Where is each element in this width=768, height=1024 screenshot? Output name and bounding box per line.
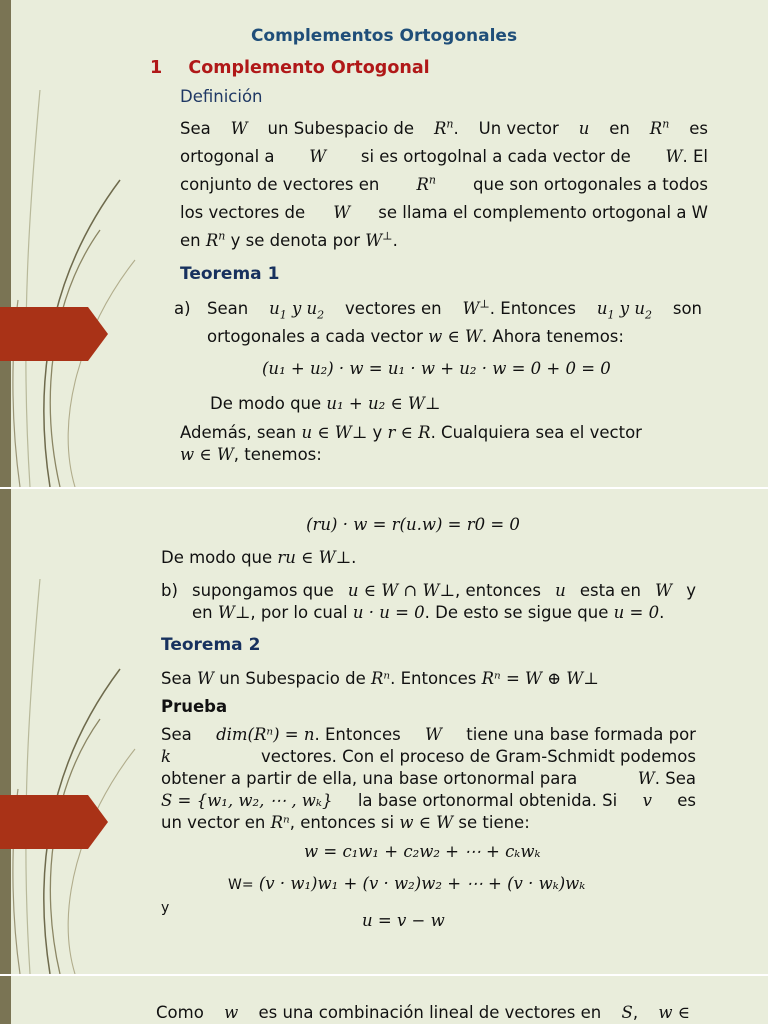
section-heading xyxy=(150,57,430,79)
part-a-line-2: ortogonales a cada vector w ∈ W. Ahora tenemos: xyxy=(207,327,624,346)
definition-line-5: en $R^n$ y se denota por W⊥. xyxy=(180,229,398,250)
slide-3 xyxy=(0,976,768,1024)
proof-line-1: Sea dim(Rⁿ) = n. Entonces W tiene una base formada por xyxy=(161,725,696,744)
equation-w-projection: W= (v · w₁)w₁ + (v · w₂)w₂ + ⋯ + (v · wₖ)wₖ xyxy=(228,874,586,893)
decorative-curves xyxy=(0,0,140,487)
theorem-2-statement: Sea W un Subespacio de Rⁿ. Entonces Rⁿ = W ⊕ W⊥ xyxy=(161,669,599,688)
accent-tab xyxy=(0,307,108,361)
slide-1 xyxy=(0,0,768,487)
scalar-conclusion: De modo que ru ∈ W⊥. xyxy=(161,548,357,567)
document-title: Complementos Ortogonales xyxy=(250,26,518,46)
sidebar-bar xyxy=(0,976,11,1024)
definition-line-3: conjunto de vectores en $R^n$ que son ortogonales a todos xyxy=(180,173,708,194)
decorative-curves xyxy=(0,489,140,974)
part-a-conclusion: De modo que u₁ + u₂ ∈ W⊥ xyxy=(210,394,441,413)
proof-line-3: obtener a partir de ella, una base ortonormal para W. Sea xyxy=(161,769,696,788)
equation-sum-dot: (u₁ + u₂) · w = u₁ · w + u₂ · w = 0 + 0 = 0 xyxy=(262,359,611,378)
definition-line-2: ortogonal a W si es ortogolnal a cada vector de W. El xyxy=(180,147,708,166)
theorem-1-heading: Teorema 1 xyxy=(180,264,280,284)
proof-line-2: k vectores. Con el proceso de Gram-Schmidt podemos xyxy=(161,747,696,766)
equation-scalar: (ru) · w = r(u.w) = r0 = 0 xyxy=(306,515,520,534)
part-b-label: b) xyxy=(161,581,178,600)
ademas-line-1: Además, sean u ∈ W⊥ y r ∈ R. Cualquiera sea el vector xyxy=(180,423,642,442)
proof-heading: Prueba xyxy=(161,697,228,716)
proof-line-5: un vector en Rⁿ, entonces si w ∈ W se tiene: xyxy=(161,813,530,832)
conjunction-y: y xyxy=(161,900,170,916)
part-b-line-2: en W⊥, por lo cual u · u = 0. De esto se sigue que u = 0. xyxy=(192,603,665,622)
section-number: 1 xyxy=(150,58,163,78)
equation-u: u = v − w xyxy=(362,911,445,930)
accent-tab xyxy=(0,795,108,849)
part-a-label: a) xyxy=(174,299,191,318)
part-b-line-1: supongamos que u ∈ W ∩ W⊥, entonces u esta en W y xyxy=(192,581,696,600)
section-title: Complemento Ortogonal xyxy=(188,58,430,78)
part-a-line-1: Sean $u_1$ y $u_2$ vectores en W⊥. Entonces $u_1$ y $u_2$ son xyxy=(207,297,702,322)
definition-heading: Definición xyxy=(180,87,263,106)
proof-line-4: S = {w₁, w₂, ⋯ , wₖ} la base ortonormal obtenida. Si v es xyxy=(161,791,696,810)
slide-2 xyxy=(0,489,768,974)
theorem-2-heading: Teorema 2 xyxy=(161,635,261,655)
definition-line-4: los vectores de W se llama el complemento ortogonal a W xyxy=(180,203,708,222)
definition-line-1: Sea W un Subespacio de $R^n$. Un vector u en $R^n$ es xyxy=(180,117,708,138)
equation-w-combination: w = c₁w₁ + c₂w₂ + ⋯ + cₖwₖ xyxy=(304,842,541,861)
ademas-line-2: w ∈ W, tenemos: xyxy=(180,445,322,464)
slide-3-line-1: Como w es una combinación lineal de vectores en S, w ∈ xyxy=(156,1003,690,1022)
